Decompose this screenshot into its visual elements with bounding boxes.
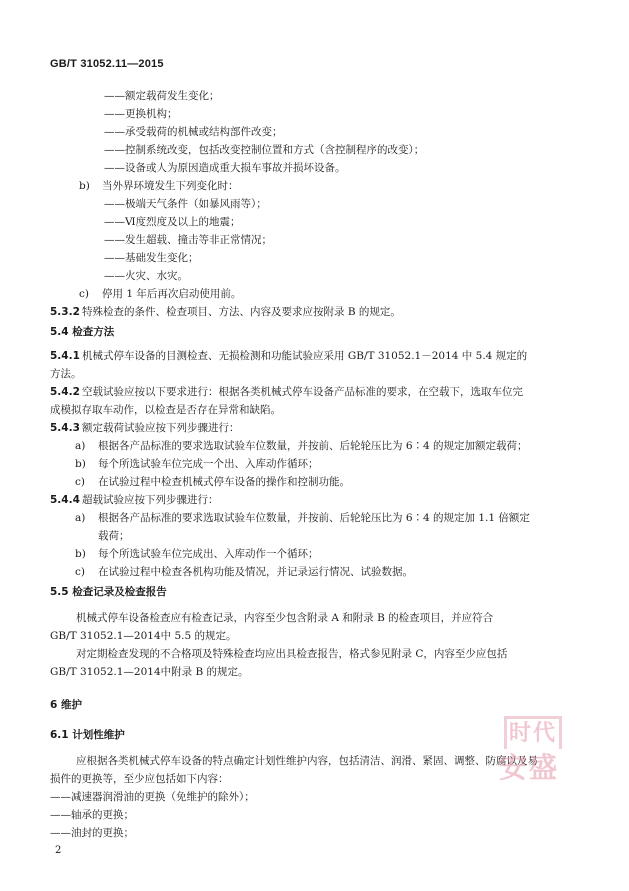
list-text: 每个所选试验车位完成出、入库动作一个循环；: [98, 548, 319, 560]
list-marker: c): [75, 566, 85, 578]
list-item-b: [79, 180, 239, 193]
list-marker: b): [79, 180, 90, 192]
list-item: [75, 548, 319, 561]
list-marker: b): [75, 548, 86, 560]
list-text: 当外界环境发生下列变化时：: [102, 180, 239, 192]
list-item: ——极端天气条件（如暴风雨等）；: [104, 198, 267, 210]
watermark-line-1: 时代: [504, 716, 562, 749]
clause-text: 机械式停车设备的目测检查、无损检测和功能试验应采用 GB/T 31052.1－2014 中 5.4 规定的: [82, 350, 528, 362]
list-item: [75, 476, 350, 489]
list-text: 停用 1 年后再次启动使用前。: [102, 288, 242, 300]
watermark-logo: [484, 716, 574, 794]
list-item: ——更换机构；: [104, 108, 178, 120]
clause-number: 5.4.4: [50, 494, 80, 506]
list-item: ——火灾、水灾。: [104, 270, 188, 282]
list-item-c: [79, 288, 241, 301]
clause-continuation: 成模拟存取车动作，以检查是否存在异常和缺陷。: [50, 404, 281, 416]
paragraph-continuation: GB/T 31052.1—2014中 5.5 的规定。: [50, 630, 237, 642]
list-item: ——减速器润滑油的更换（免维护的除外）；: [50, 791, 255, 803]
clause-number: 5.4.3: [50, 422, 80, 434]
clause-text: 空载试验应按以下要求进行：根据各类机械式停车设备产品标准的要求，在空载下，选取车位完: [82, 386, 523, 398]
clause-number: 5.4.2: [50, 386, 80, 398]
list-item: ——发生超载、撞击等非正常情况；: [104, 234, 272, 246]
list-marker: a): [75, 512, 86, 524]
list-text: 每个所选试验车位完成一个出、入库动作循环；: [98, 458, 319, 470]
list-text: 根据各产品标准的要求选取试验车位数量，并按前、后轮轮压比为 6∶4 的规定加 1.1 倍额定: [98, 512, 530, 524]
section-heading-6: 6 维护: [50, 699, 82, 711]
clause-text: 额定载荷试验应按下列步骤进行：: [82, 422, 240, 434]
clause-5-3-2: [50, 306, 401, 319]
watermark-line-2: 安盛: [498, 751, 559, 784]
section-heading-5-4: 5.4 检查方法: [50, 326, 115, 338]
paragraph: 应根据各类机械式停车设备的特点确定计划性维护内容，包括清洁、润滑、紧固、调整、防腐以及易: [76, 755, 538, 767]
clause-number: 5.4.1: [50, 350, 80, 362]
paragraph-continuation: GB/T 31052.1—2014中附录 B 的规定。: [50, 666, 249, 678]
list-item: ——控制系统改变，包括改变控制位置和方式（含控制程序的改变）；: [104, 144, 425, 156]
list-marker: a): [75, 440, 86, 452]
list-item: ——设备或人为原因造成重大损车事故并损坏设备。: [104, 162, 346, 174]
clause-5-4-4: [50, 494, 219, 507]
list-marker: b): [75, 458, 86, 470]
paragraph-continuation: 损件的更换等，至少应包括如下内容：: [50, 773, 229, 785]
list-text: 在试验过程中检查各机构功能及情况，并记录运行情况、试验数据。: [98, 566, 413, 578]
list-marker: c): [79, 288, 89, 300]
list-item: [75, 458, 319, 471]
list-item: [75, 440, 528, 453]
clause-text: 超载试验应按下列步骤进行：: [82, 494, 219, 506]
list-item: ——承受载荷的机械或结构部件改变；: [104, 126, 283, 138]
list-item: ——轴承的更换；: [50, 809, 134, 821]
list-item: ——基础发生变化；: [104, 252, 199, 264]
page-number: 2: [55, 845, 62, 856]
section-heading-5-5: 5.5 检查记录及检查报告: [50, 586, 167, 598]
list-text: 在试验过程中检查机械式停车设备的操作和控制功能。: [98, 476, 350, 488]
list-item: ——Ⅵ度烈度及以上的地震；: [104, 216, 241, 228]
list-item: [75, 566, 413, 579]
list-item: ——油封的更换；: [50, 827, 134, 839]
list-marker: c): [75, 476, 85, 488]
section-heading-6-1: 6.1 计划性维护: [50, 729, 125, 741]
paragraph: 对定期检查发现的不合格项及特殊检查均应出具检查报告，格式参见附录 C，内容至少应包括: [76, 648, 508, 660]
list-item: [75, 512, 530, 525]
clause-5-4-1: [50, 350, 527, 363]
clause-continuation: 载荷；: [98, 530, 130, 542]
clause-text: 特殊检查的条件、检查项目、方法、内容及要求应按附录 B 的规定。: [82, 306, 401, 318]
clause-5-4-2: [50, 386, 523, 399]
list-text: 根据各产品标准的要求选取试验车位数量，并按前、后轮轮压比为 6∶4 的规定加额定载荷；: [98, 440, 528, 452]
clause-number: 5.3.2: [50, 306, 80, 318]
list-item: ——额定载荷发生变化；: [104, 90, 220, 102]
paragraph: 机械式停车设备检查应有检查记录，内容至少包含附录 A 和附录 B 的检查项目，并应符合: [76, 612, 494, 624]
document-code: GB/T 31052.11—2015: [50, 58, 164, 70]
clause-continuation: 方法。: [50, 368, 82, 380]
clause-5-4-3: [50, 422, 240, 435]
